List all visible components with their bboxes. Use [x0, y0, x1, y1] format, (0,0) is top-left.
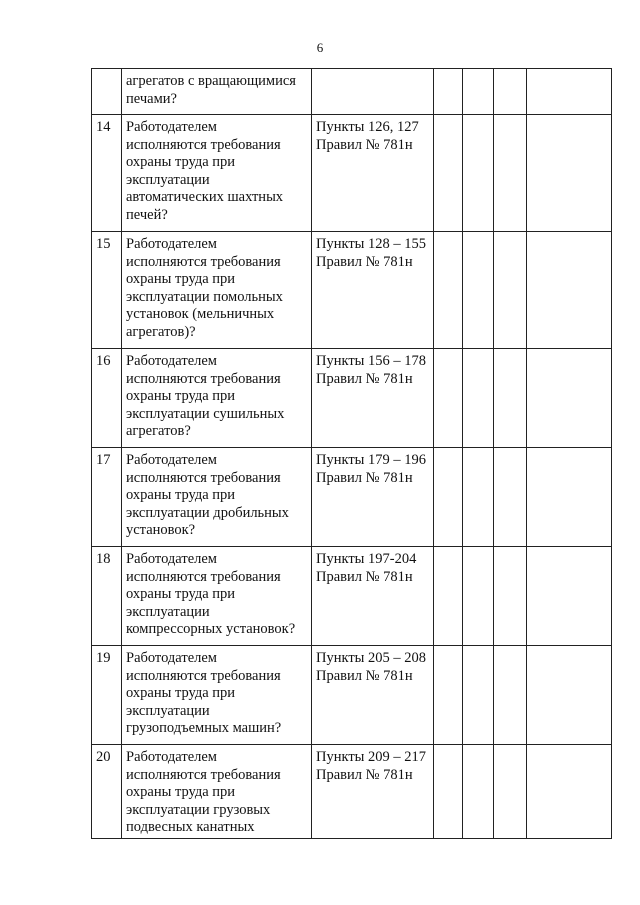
reference-line: Пункты 128 – 155 [316, 236, 427, 252]
answer-yes-cell [434, 349, 463, 448]
question-line: эксплуатации [126, 603, 210, 620]
notes-cell [527, 547, 612, 646]
reference-line: Пункты 197-204 [316, 551, 417, 567]
row-number: 16 [92, 349, 122, 448]
answer-yes-cell [434, 69, 463, 115]
question-line: Работодателем [126, 749, 217, 765]
question-line: Работодателем [126, 236, 217, 252]
notes-cell [527, 646, 612, 745]
question-line: Работодателем [126, 119, 217, 135]
reference-line: Пункты 179 – 196 [316, 452, 427, 468]
answer-yes-cell [434, 448, 463, 547]
table-row [92, 547, 612, 646]
question-cell [122, 232, 312, 349]
question-line: агрегатов)? [126, 323, 196, 340]
question-line: эксплуатации [126, 171, 210, 188]
question-line: исполняются требования [126, 766, 281, 783]
question-line: охраны труда при [126, 154, 236, 170]
question-line: эксплуатации дробильных [126, 504, 289, 521]
question-line: исполняются требования [126, 568, 281, 585]
question-line: Работодателем [126, 353, 217, 369]
answer-na-cell [494, 547, 527, 646]
reference-line: Пункты 205 – 208 [316, 650, 427, 666]
row-number [92, 69, 122, 115]
question-line: установок (мельничных [126, 306, 275, 322]
reference-line: Пункты 156 – 178 [316, 353, 427, 369]
question-line: грузоподъемных машин? [126, 720, 282, 736]
answer-no-cell [463, 646, 494, 745]
page-number: 6 [316, 40, 324, 55]
question-line: охраны труда при [126, 487, 236, 503]
answer-no-cell [463, 232, 494, 349]
requirement-reference-cell [312, 349, 434, 448]
question-line: печами? [126, 90, 177, 107]
question-line: эксплуатации [126, 702, 210, 719]
question-line: Работодателем [126, 551, 217, 567]
reference-line: Правил № 781н [316, 667, 413, 684]
requirement-reference-cell [312, 115, 434, 232]
notes-cell [527, 448, 612, 547]
row-number: 15 [92, 232, 122, 349]
answer-no-cell [463, 115, 494, 232]
question-line: эксплуатации помольных [126, 288, 283, 305]
question-cell [122, 745, 312, 839]
question-cell [122, 646, 312, 745]
answer-no-cell [463, 745, 494, 839]
answer-na-cell [494, 69, 527, 115]
answer-no-cell [463, 547, 494, 646]
table-row [92, 448, 612, 547]
answer-na-cell [494, 349, 527, 448]
table-row [92, 646, 612, 745]
question-line: агрегатов с вращающимися [126, 73, 296, 89]
answer-no-cell [463, 69, 494, 115]
reference-line: Правил № 781н [316, 766, 413, 783]
notes-cell [527, 69, 612, 115]
question-line: Работодателем [126, 650, 217, 666]
reference-line: Пункты 209 – 217 [316, 749, 427, 765]
answer-yes-cell [434, 745, 463, 839]
question-line: компрессорных установок? [126, 621, 296, 637]
answer-yes-cell [434, 115, 463, 232]
table-row [92, 349, 612, 448]
question-line: исполняются требования [126, 370, 281, 387]
reference-line: Пункты 126, 127 [316, 119, 419, 135]
question-line: исполняются требования [126, 253, 281, 270]
question-cell [122, 69, 312, 115]
checklist-table [91, 68, 612, 839]
answer-no-cell [463, 349, 494, 448]
row-number: 17 [92, 448, 122, 547]
table-row [92, 69, 612, 115]
answer-yes-cell [434, 232, 463, 349]
notes-cell [527, 745, 612, 839]
row-number: 14 [92, 115, 122, 232]
question-line: агрегатов? [126, 423, 191, 439]
notes-cell [527, 349, 612, 448]
question-cell [122, 448, 312, 547]
question-line: подвесных канатных [126, 819, 255, 835]
answer-no-cell [463, 448, 494, 547]
answer-na-cell [494, 646, 527, 745]
row-number: 20 [92, 745, 122, 839]
requirement-reference-cell [312, 69, 434, 115]
question-line: эксплуатации сушильных [126, 405, 285, 422]
question-line: охраны труда при [126, 388, 236, 404]
row-number: 18 [92, 547, 122, 646]
requirement-reference-cell [312, 646, 434, 745]
question-line: печей? [126, 206, 168, 223]
reference-line: Правил № 781н [316, 469, 413, 486]
reference-line: Правил № 781н [316, 136, 413, 153]
question-cell [122, 547, 312, 646]
table-row [92, 745, 612, 839]
question-cell [122, 349, 312, 448]
table-row [92, 232, 612, 349]
reference-line: Правил № 781н [316, 253, 413, 270]
answer-na-cell [494, 115, 527, 232]
question-line: автоматических шахтных [126, 189, 284, 205]
answer-na-cell [494, 448, 527, 547]
question-line: охраны труда при [126, 271, 236, 287]
question-cell [122, 115, 312, 232]
question-line: установок? [126, 522, 196, 538]
reference-line: Правил № 781н [316, 370, 413, 387]
question-line: охраны труда при [126, 784, 236, 800]
question-line: исполняются требования [126, 667, 281, 684]
question-line: охраны труда при [126, 586, 236, 602]
question-line: Работодателем [126, 452, 217, 468]
question-line: исполняются требования [126, 136, 281, 153]
reference-line: Правил № 781н [316, 568, 413, 585]
answer-yes-cell [434, 547, 463, 646]
notes-cell [527, 115, 612, 232]
notes-cell [527, 232, 612, 349]
requirement-reference-cell [312, 448, 434, 547]
question-line: эксплуатации грузовых [126, 801, 271, 818]
answer-na-cell [494, 745, 527, 839]
answer-na-cell [494, 232, 527, 349]
requirement-reference-cell [312, 745, 434, 839]
requirement-reference-cell [312, 232, 434, 349]
row-number: 19 [92, 646, 122, 745]
answer-yes-cell [434, 646, 463, 745]
question-line: охраны труда при [126, 685, 236, 701]
question-line: исполняются требования [126, 469, 281, 486]
requirement-reference-cell [312, 547, 434, 646]
table-row [92, 115, 612, 232]
